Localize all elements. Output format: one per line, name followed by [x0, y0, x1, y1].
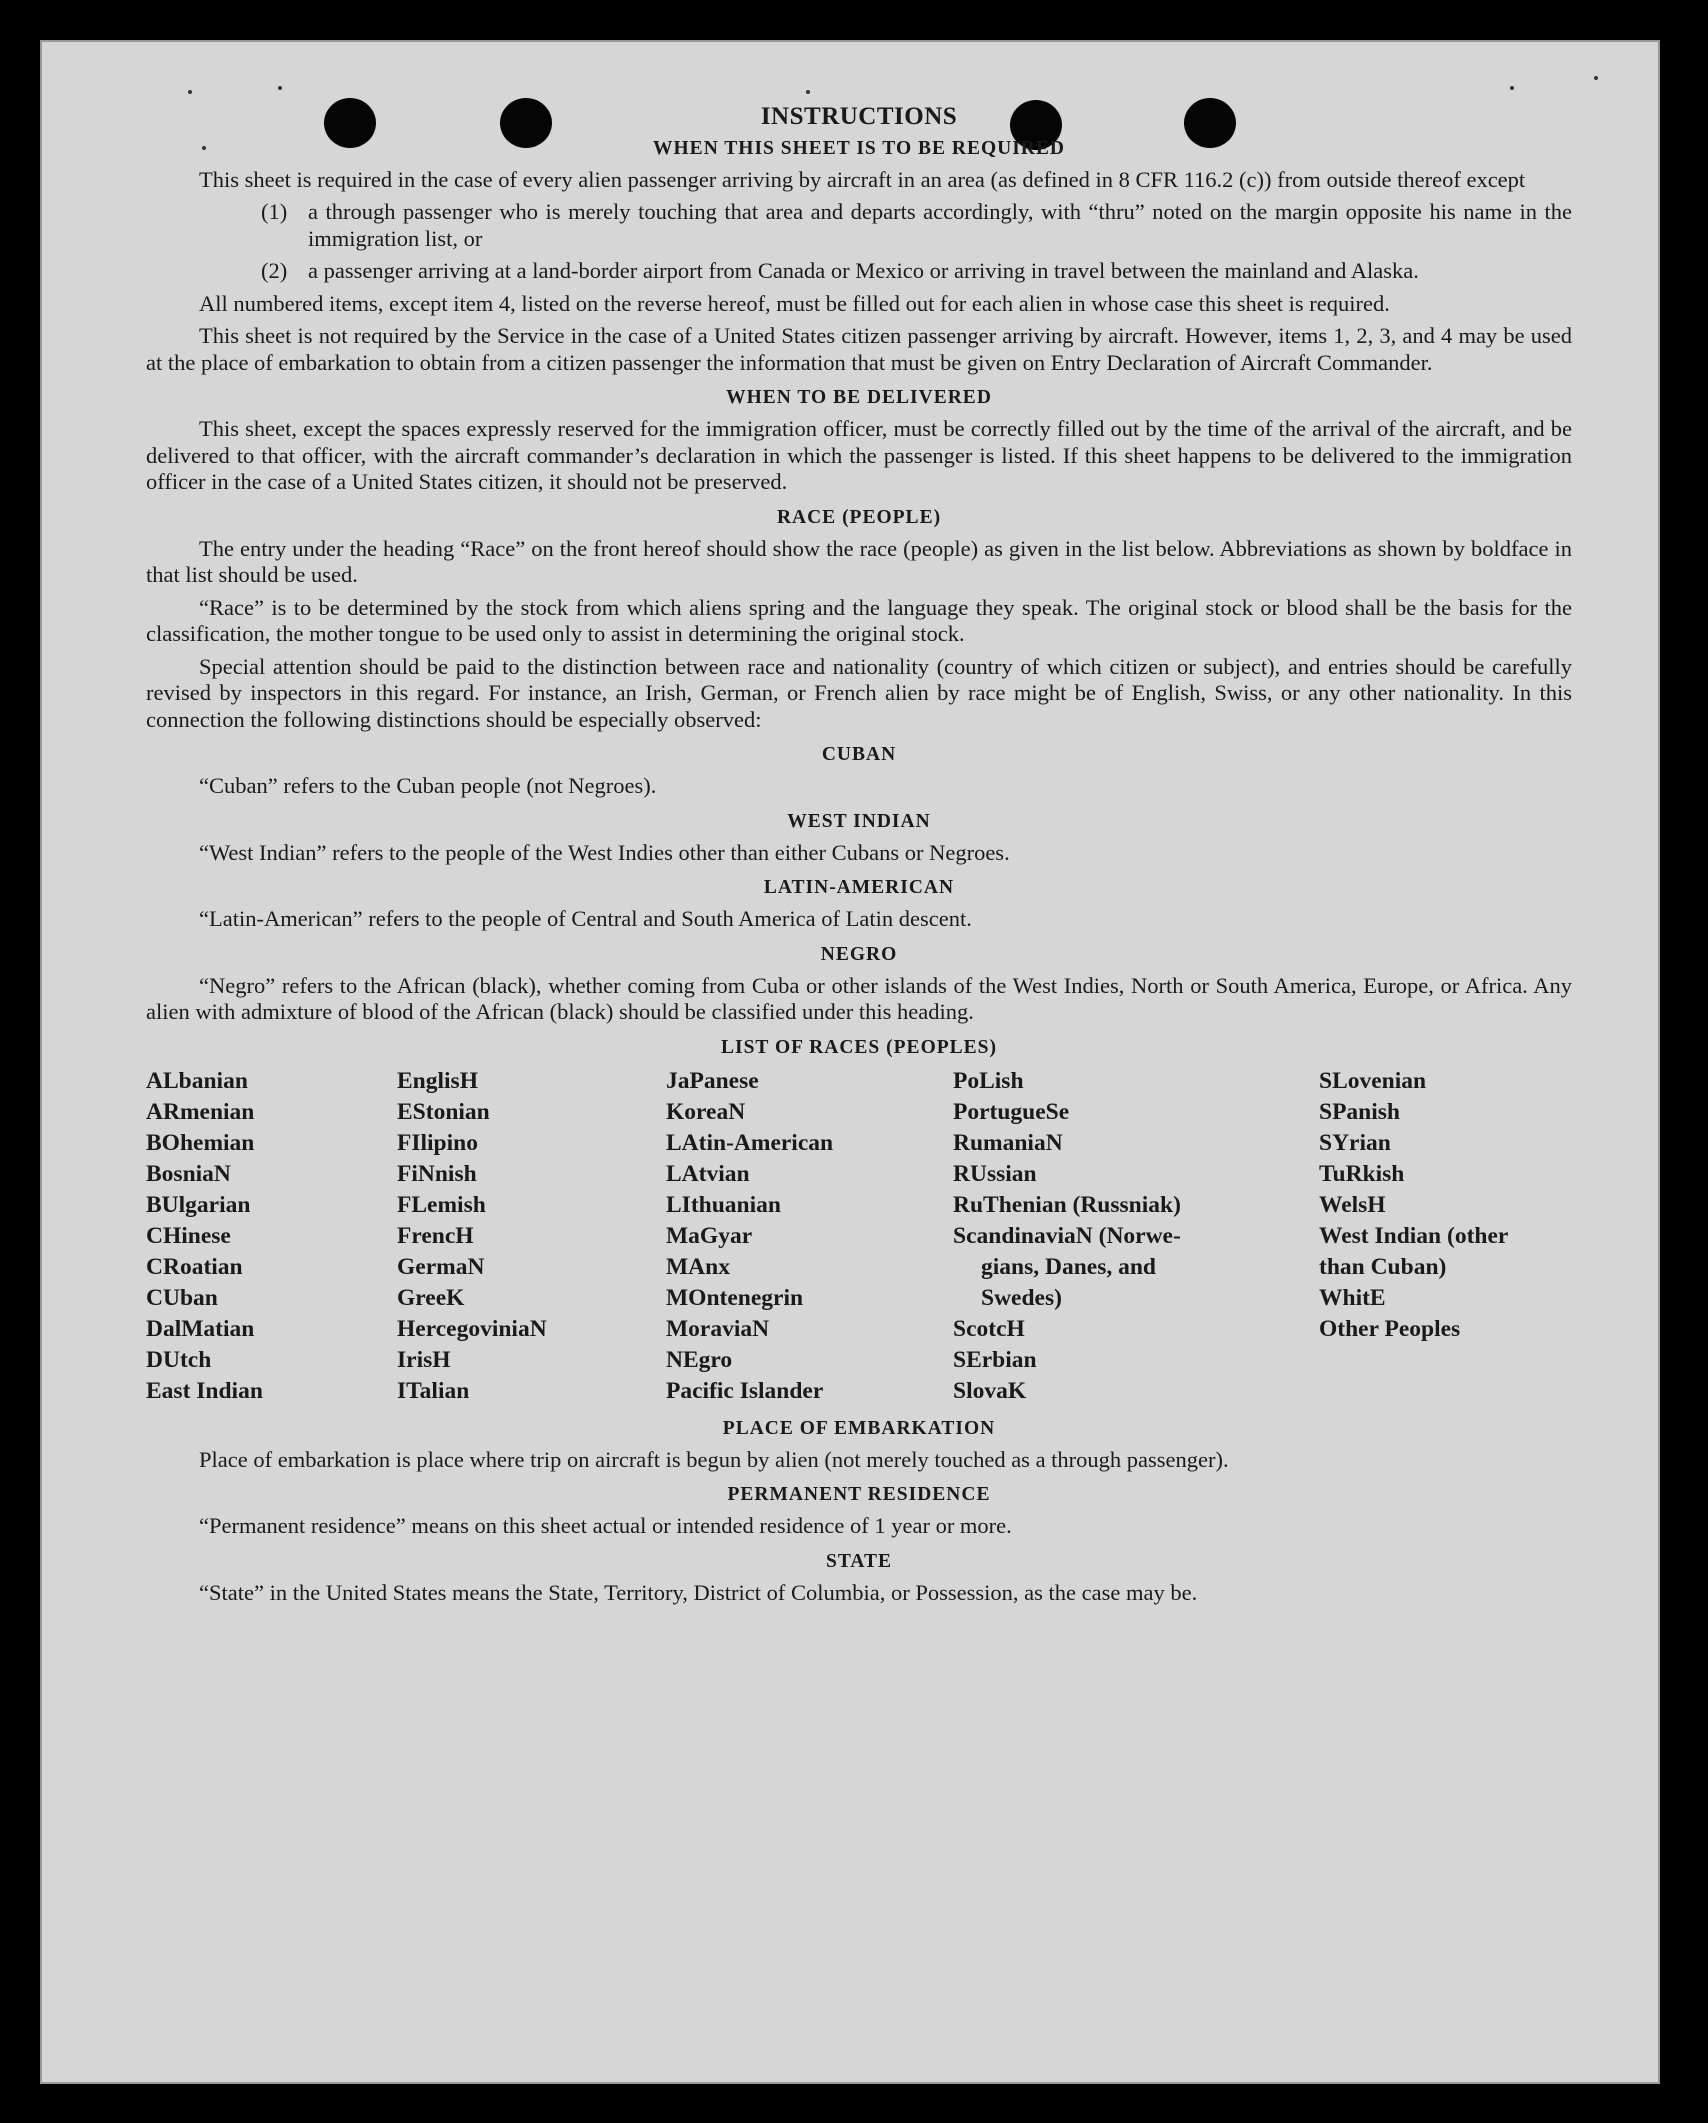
speck	[188, 90, 192, 94]
race-entry: FrencH	[397, 1222, 474, 1249]
races-column	[1319, 1066, 1572, 1407]
races-column	[146, 1066, 397, 1407]
heading-west-indian: WEST INDIAN	[787, 810, 931, 832]
speck	[806, 90, 810, 94]
paragraph: “Negro” refers to the African (black), whether coming from Cuba or other islands of the West Indies, North or South America, Europe, or Africa. Any alien with admixture of blood of the African (black) should be classified under this heading.	[146, 972, 1572, 1024]
item-text: a through passenger who is merely touching that area and departs accordingly, with “thru” noted on the margin opposite his name in the immigration list, or	[308, 199, 1572, 251]
race-entry: MoraviaN	[666, 1315, 770, 1342]
race-entry: RUssian	[953, 1160, 1037, 1187]
race-entry: HercegoviniaN	[397, 1315, 547, 1342]
race-entry: EnglisH	[397, 1067, 478, 1094]
race-entry: GermaN	[397, 1253, 485, 1280]
definition-text: “Cuban” refers to the Cuban people (not Negroes).	[199, 773, 657, 798]
race-entry: ScotcH	[953, 1315, 1025, 1342]
heading-state: STATE	[825, 1550, 893, 1572]
speck	[1594, 76, 1598, 80]
race-entry: CRoatian	[146, 1253, 243, 1280]
heading-race: RACE (PEOPLE)	[776, 506, 942, 528]
race-entry: MaGyar	[666, 1222, 753, 1249]
paragraph: Special attention should be paid to the distinction between race and nationality (country of which citizen or subject), and entries should be carefully revised by inspectors in this regard. For instance, an Irish, German, or French alien by race might be of English, Swiss, or any other nationality. In this connection the following distinctions should be especially observed:	[146, 653, 1572, 732]
race-entry: SLovenian	[1319, 1067, 1427, 1094]
race-entry: IrisH	[397, 1346, 451, 1373]
paragraph: This sheet is required in the case of every alien passenger arriving by aircraft in an area (as defined in 8 CFR 116.2 (c)) from outside thereof except	[199, 166, 1526, 192]
heading-cuban: CUBAN	[821, 744, 897, 765]
race-entry: FIlipino	[397, 1129, 478, 1156]
race-entry: WelsH	[1319, 1191, 1386, 1218]
item-text: a passenger arriving at a land-border airport from Canada or Mexico or arriving in travel between the mainland and Alaska.	[308, 258, 1419, 283]
heading-when-required: WHEN THIS SHEET IS TO BE REQUIRED	[653, 137, 1065, 159]
paragraph: All numbered items, except item 4, listed on the reverse hereof, must be filled out for each alien in whose case this sheet is required.	[199, 290, 1390, 316]
race-entry: MAnx	[666, 1253, 730, 1280]
item-number: (1)	[261, 199, 288, 224]
race-entry: FiNnish	[397, 1160, 477, 1187]
race-entry: RuThenian (Russniak)	[953, 1191, 1181, 1218]
heading-negro: NEGRO	[820, 943, 898, 965]
race-entry: gians, Danes, and	[981, 1253, 1156, 1280]
race-entry: BUlgarian	[146, 1191, 251, 1218]
definition-text: “Latin-American” refers to the people of Central and South America of Latin descent.	[199, 906, 972, 931]
page-title: INSTRUCTIONS	[760, 103, 958, 130]
race-entry: BosniaN	[146, 1160, 231, 1187]
races-column	[666, 1066, 953, 1407]
definition-text: “West Indian” refers to the people of the West Indies other than either Cubans or Negroes.	[199, 839, 1010, 865]
race-entry: East Indian	[146, 1377, 263, 1404]
race-entry: ALbanian	[146, 1067, 248, 1094]
race-entry: ARmenian	[146, 1098, 255, 1125]
race-entry: RumaniaN	[953, 1129, 1063, 1156]
race-entry: EStonian	[397, 1098, 490, 1125]
race-entry: ScandinaviaN (Norwe-	[953, 1222, 1181, 1249]
races-column	[953, 1066, 1319, 1407]
race-entry: Swedes)	[981, 1284, 1062, 1311]
race-entry: DUtch	[146, 1346, 212, 1373]
document-body	[146, 104, 1572, 1612]
race-entry: TuRkish	[1319, 1160, 1405, 1187]
item-number: (2)	[261, 258, 288, 283]
document-page	[40, 40, 1660, 2084]
race-entry: PortugueSe	[953, 1098, 1070, 1125]
races-column	[397, 1066, 666, 1407]
races-list	[146, 1066, 1572, 1407]
race-entry: SlovaK	[953, 1377, 1027, 1404]
race-entry: KoreaN	[666, 1098, 746, 1125]
race-entry: CUban	[146, 1284, 218, 1311]
race-entry: CHinese	[146, 1222, 231, 1249]
heading-when-delivered: WHEN TO BE DELIVERED	[726, 387, 992, 408]
paragraph: “Race” is to be determined by the stock from which aliens spring and the language they speak. The original stock or blood shall be the basis for the classification, the mother tongue to be used only to assist in determining the original stock.	[146, 594, 1572, 646]
list-item	[146, 199, 1572, 252]
race-entry: West Indian (other	[1319, 1222, 1509, 1249]
race-entry: BOhemian	[146, 1129, 255, 1156]
race-entry: SPanish	[1319, 1098, 1400, 1125]
race-entry: ITalian	[397, 1377, 470, 1404]
paragraph: This sheet is not required by the Service in the case of a United States citizen passenger arriving by aircraft. However, items 1, 2, 3, and 4 may be used at the place of embarkation to obtain from a citizen passenger the information that must be given on Entry Declaration of Aircraft Commander.	[146, 323, 1572, 375]
race-entry: FLemish	[397, 1191, 486, 1218]
paragraph: This sheet, except the spaces expressly reserved for the immigration officer, must be correctly filled out by the time of the arrival of the aircraft, and be delivered to that officer, with the aircraft commander’s declaration in which the passenger is listed. If this sheet happens to be delivered to the immigration officer in the case of a United States citizen, it should not be preserved.	[146, 416, 1572, 494]
race-entry: Other Peoples	[1319, 1315, 1461, 1342]
race-entry: MOntenegrin	[666, 1284, 804, 1311]
race-entry: PoLish	[953, 1067, 1024, 1094]
race-entry: LIthuanian	[666, 1191, 781, 1218]
heading-embarkation: PLACE OF EMBARKATION	[722, 1417, 996, 1439]
paragraph: The entry under the heading “Race” on the front hereof should show the race (people) as given in the list below. Abbreviations as shown by boldface in that list should be used.	[146, 535, 1572, 587]
paragraph: Place of embarkation is place where trip on aircraft is begun by alien (not merely touched as a through passenger).	[199, 1446, 1229, 1472]
definition-text: “Permanent residence” means on this sheet actual or intended residence of 1 year or more.	[199, 1513, 1012, 1538]
race-entry: SYrian	[1319, 1129, 1391, 1156]
race-entry: DalMatian	[146, 1315, 255, 1342]
race-entry: Pacific Islander	[666, 1377, 824, 1404]
speck	[1510, 86, 1514, 90]
list-item	[146, 258, 1572, 285]
race-entry: LAtvian	[666, 1160, 750, 1187]
paragraph: “State” in the United States means the State, Territory, District of Columbia, or Possession, as the case may be.	[199, 1579, 1198, 1605]
speck	[278, 86, 282, 90]
heading-list-of-races: LIST OF RACES (PEOPLES)	[720, 1036, 997, 1058]
race-entry: GreeK	[397, 1284, 465, 1311]
race-entry: LAtin-American	[666, 1129, 834, 1156]
race-entry: WhitE	[1319, 1284, 1386, 1311]
race-entry: JaPanese	[666, 1067, 759, 1094]
race-entry: SErbian	[953, 1346, 1037, 1373]
heading-residence: PERMANENT RESIDENCE	[727, 1484, 991, 1505]
race-entry: than Cuban)	[1319, 1253, 1447, 1280]
race-entry: NEgro	[666, 1346, 733, 1373]
heading-latin-american: LATIN-AMERICAN	[763, 877, 955, 898]
